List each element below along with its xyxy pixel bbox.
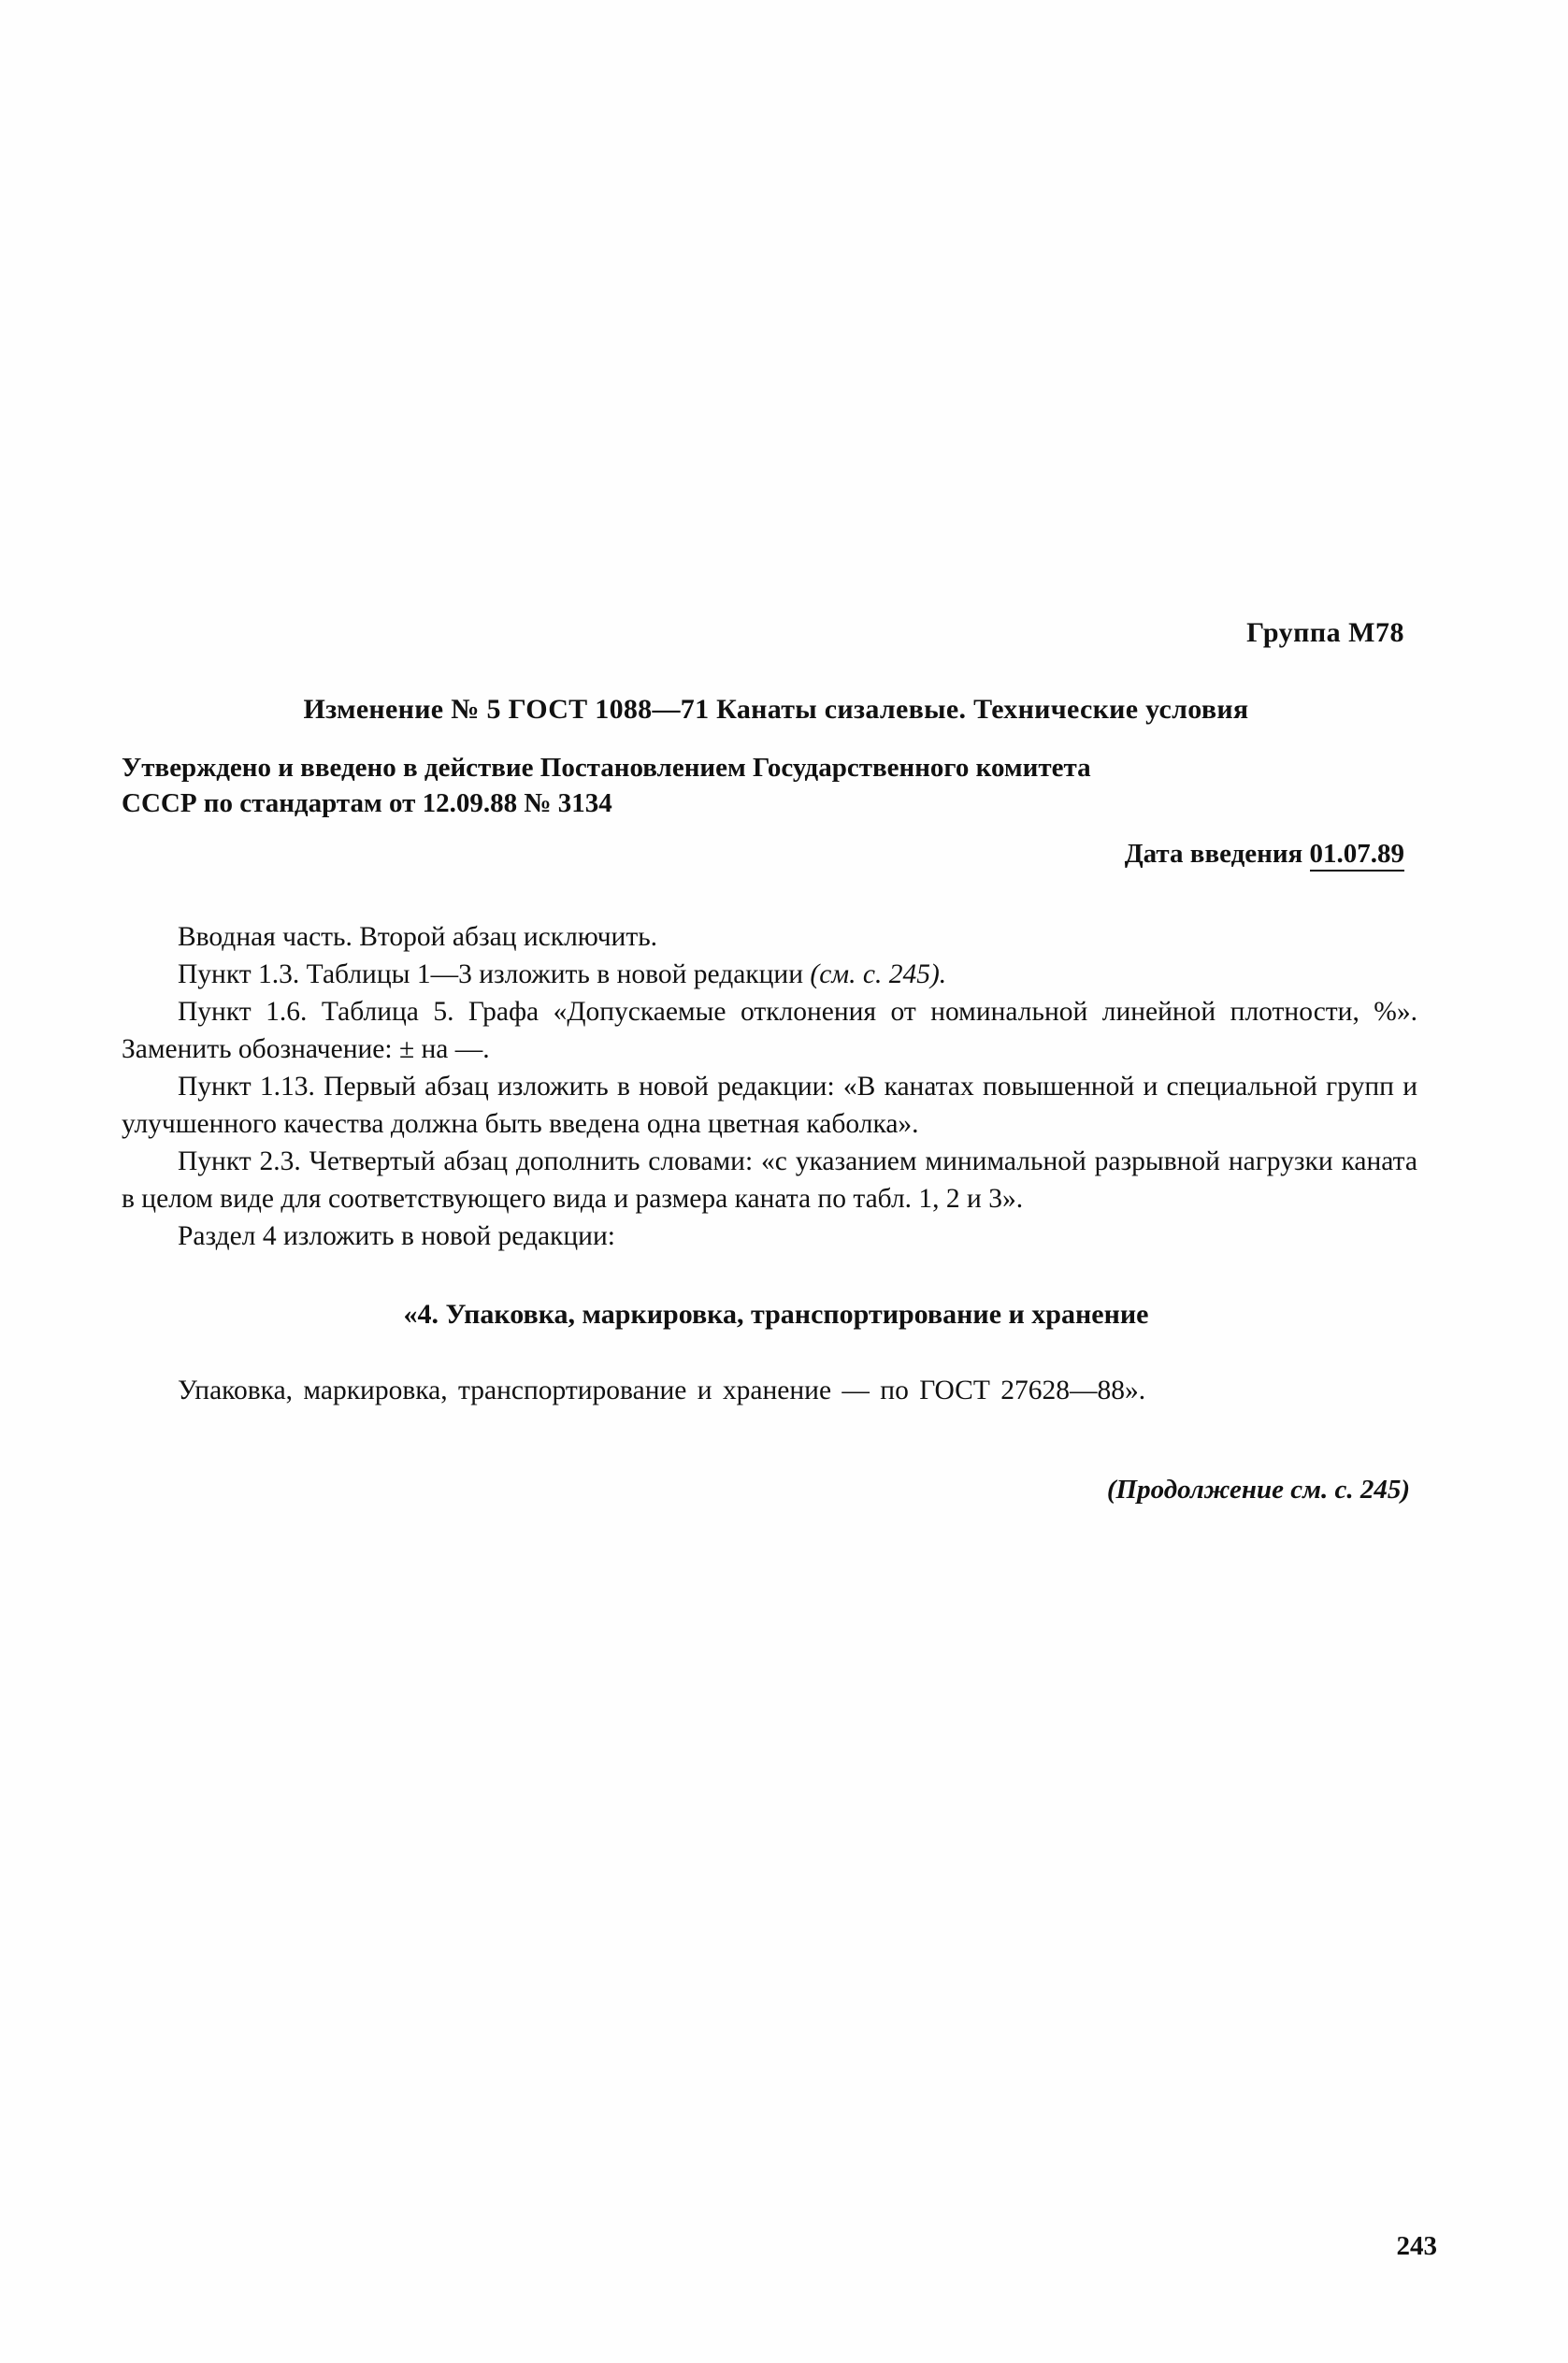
document-title: Изменение № 5 ГОСТ 1088—71 Канаты сизалевые. Технические условия (303, 694, 1249, 725)
section-heading: «4. Упаковка, маркировка, транспортирование и хранение (403, 1298, 1149, 1330)
effective-date-value: 01.07.89 (1310, 839, 1405, 872)
paragraph-item-2-3: Пункт 2.3. Четвертый абзац дополнить словами: «с указанием минимальной разрывной нагрузки каната в целом виде для соответствующего вида и размера каната по табл. 1, 2 и 3». (122, 1146, 1417, 1215)
paragraph-item-1-3-note: (см. с. 245). (810, 958, 947, 989)
paragraph-packaging: Упаковка, маркировка, транспортирование и хранение — по ГОСТ 27628—88». (178, 1375, 1146, 1405)
continuation-note: (Продолжение см. с. 245) (1106, 1474, 1410, 1505)
effective-date-label: Дата введения (1124, 838, 1303, 869)
paragraph-section-4-intro: Раздел 4 изложить в новой редакции: (178, 1221, 615, 1252)
approval-line-2: СССР по стандартам от 12.09.88 № 3134 (122, 788, 612, 819)
approval-line-1: Утверждено и введено в действие Постановлением Государственного комитета (122, 753, 1091, 783)
paragraph-item-1-3-text: Пункт 1.3. Таблицы 1—3 изложить в новой редакции (178, 958, 811, 989)
document-content (122, 617, 1431, 1506)
group-label: Группа М78 (1246, 617, 1404, 648)
approval-block (122, 750, 1431, 822)
paragraph-item-1-3 (122, 956, 1431, 993)
paragraph-intro: Вводная часть. Второй абзац исключить. (178, 921, 658, 952)
paragraph-item-1-6: Пункт 1.6. Таблица 5. Графа «Допускаемые отклонения от номинальной линейной плотности, %». Заменить обозначение: ± на —. (122, 996, 1417, 1064)
paragraph-item-1-13: Пункт 1.13. Первый абзац изложить в новой редакции: «В канатах повышенной и специальной групп и улучшенного качества должна быть введена одна цветная каболка». (122, 1071, 1417, 1140)
effective-date-line (122, 839, 1431, 870)
page-number: 243 (1396, 2231, 1437, 2261)
